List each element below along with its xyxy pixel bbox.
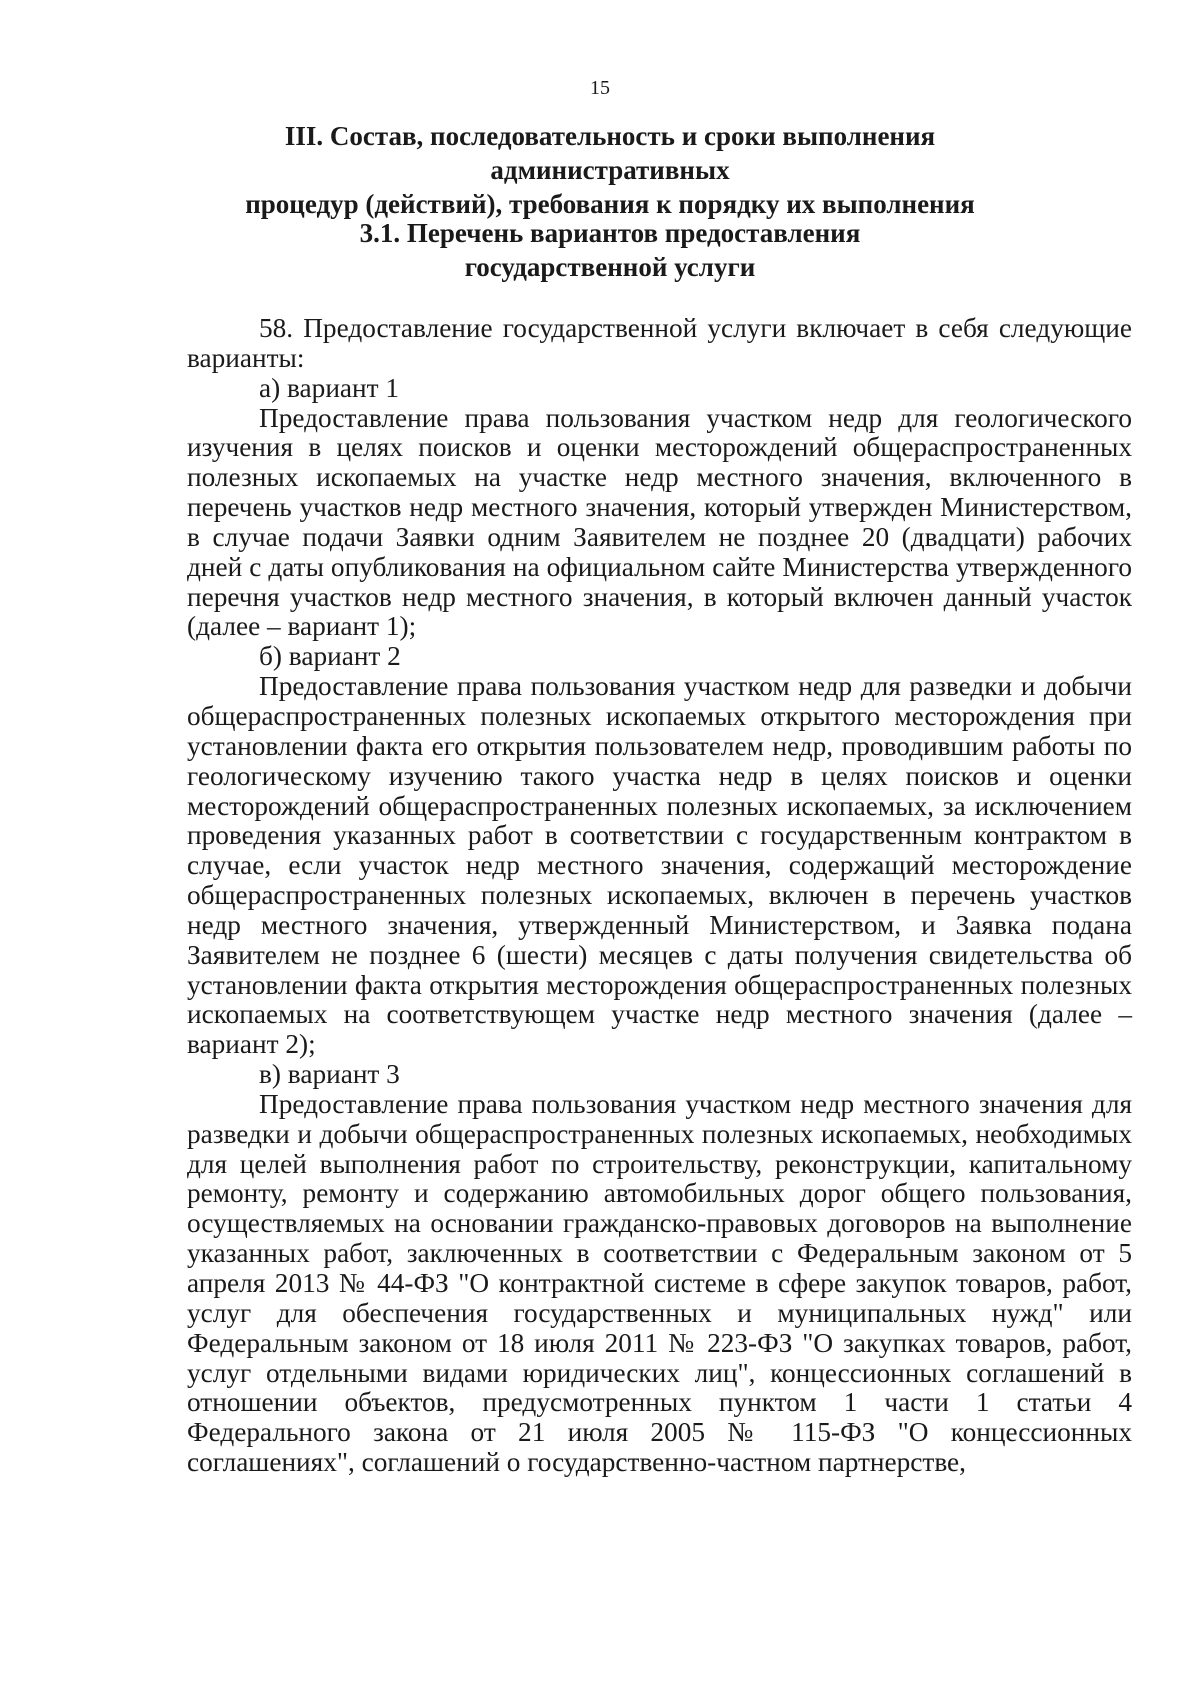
subsection-heading: 3.1. Перечень вариантов предоставления государственной услуги [359,218,861,282]
section-heading: III. Состав, последовательность и сроки выполнения административных процедур (действий), требования к порядку их выполнения [245,121,975,219]
variant-3-text: Предоставление права пользования участком недр местного значения для разведки и добычи общераспространенных полезных ископаемых, необходимых для целей выполнения работ по строительству, реконструкции, капитальному ремонту, ремонту и содержанию автомобильных дорог общего пользования, осуществляемых на основании гражданско-правовых договоров на выполнение указанных работ, заключенных в соответствии с Федеральным законом от 5 апреля 2013 № 44-ФЗ "О контрактной системе в сфере закупок товаров, работ, услуг для обеспечения государственных и муниципальных нужд" или Федеральным законом от 18 июля 2011 № 223-ФЗ "О закупках товаров, работ, услуг отдельными видами юридических лиц", концессионных соглашений в отношении объектов, предусмотренных пунктом 1 части 1 статьи 4 Федерального закона от 21 июля 2005 № 115-ФЗ "О концессионных соглашениях", соглашений о государственно-частном партнерстве, [187,1088,1132,1478]
page-number: 15 [590,77,610,99]
variant-2-label: б) вариант 2 [259,641,401,672]
variant-1-text: Предоставление права пользования участком недр для геологического изучения в целях поисков и оценки месторождений общераспространенных полезных ископаемых на участке недр местного значения, включенного в перечень участков недр местного значения, который утвержден Министерством, в случае подачи Заявки одним Заявителем не позднее 20 (двадцати) рабочих дней с даты опубликования на официальном сайте Министерства утвержденного перечня участков недр местного значения, в который включен данный участок (далее – вариант 1); [187,402,1132,642]
variant-3-label: в) вариант 3 [259,1059,400,1090]
variant-1-label: а) вариант 1 [259,372,400,403]
paragraph-intro: 58. Предоставление государственной услуги включает в себя следующие варианты: [187,313,1132,373]
variant-2-text: Предоставление права пользования участком недр для разведки и добычи общераспространенных полезных ископаемых открытого месторождения при установлении факта его открытия пользователем недр, проводившим работы по геологическому изучению такого участка недр в целях поисков и оценки месторождений общераспространенных полезных ископаемых, за исключением проведения указанных работ в соответствии с государственным контрактом в случае, если участок недр местного значения, содержащий месторождение общераспространенных полезных ископаемых, включен в перечень участков недр местного значения, утвержденный Министерством, и Заявка подана Заявителем не позднее 6 (шести) месяцев с даты получения свидетельства об установлении факта открытия месторождения общераспространенных полезных ископаемых на соответствующем участке недр местного значения (далее – вариант 2); [187,671,1132,1060]
document-body [187,314,1132,1478]
